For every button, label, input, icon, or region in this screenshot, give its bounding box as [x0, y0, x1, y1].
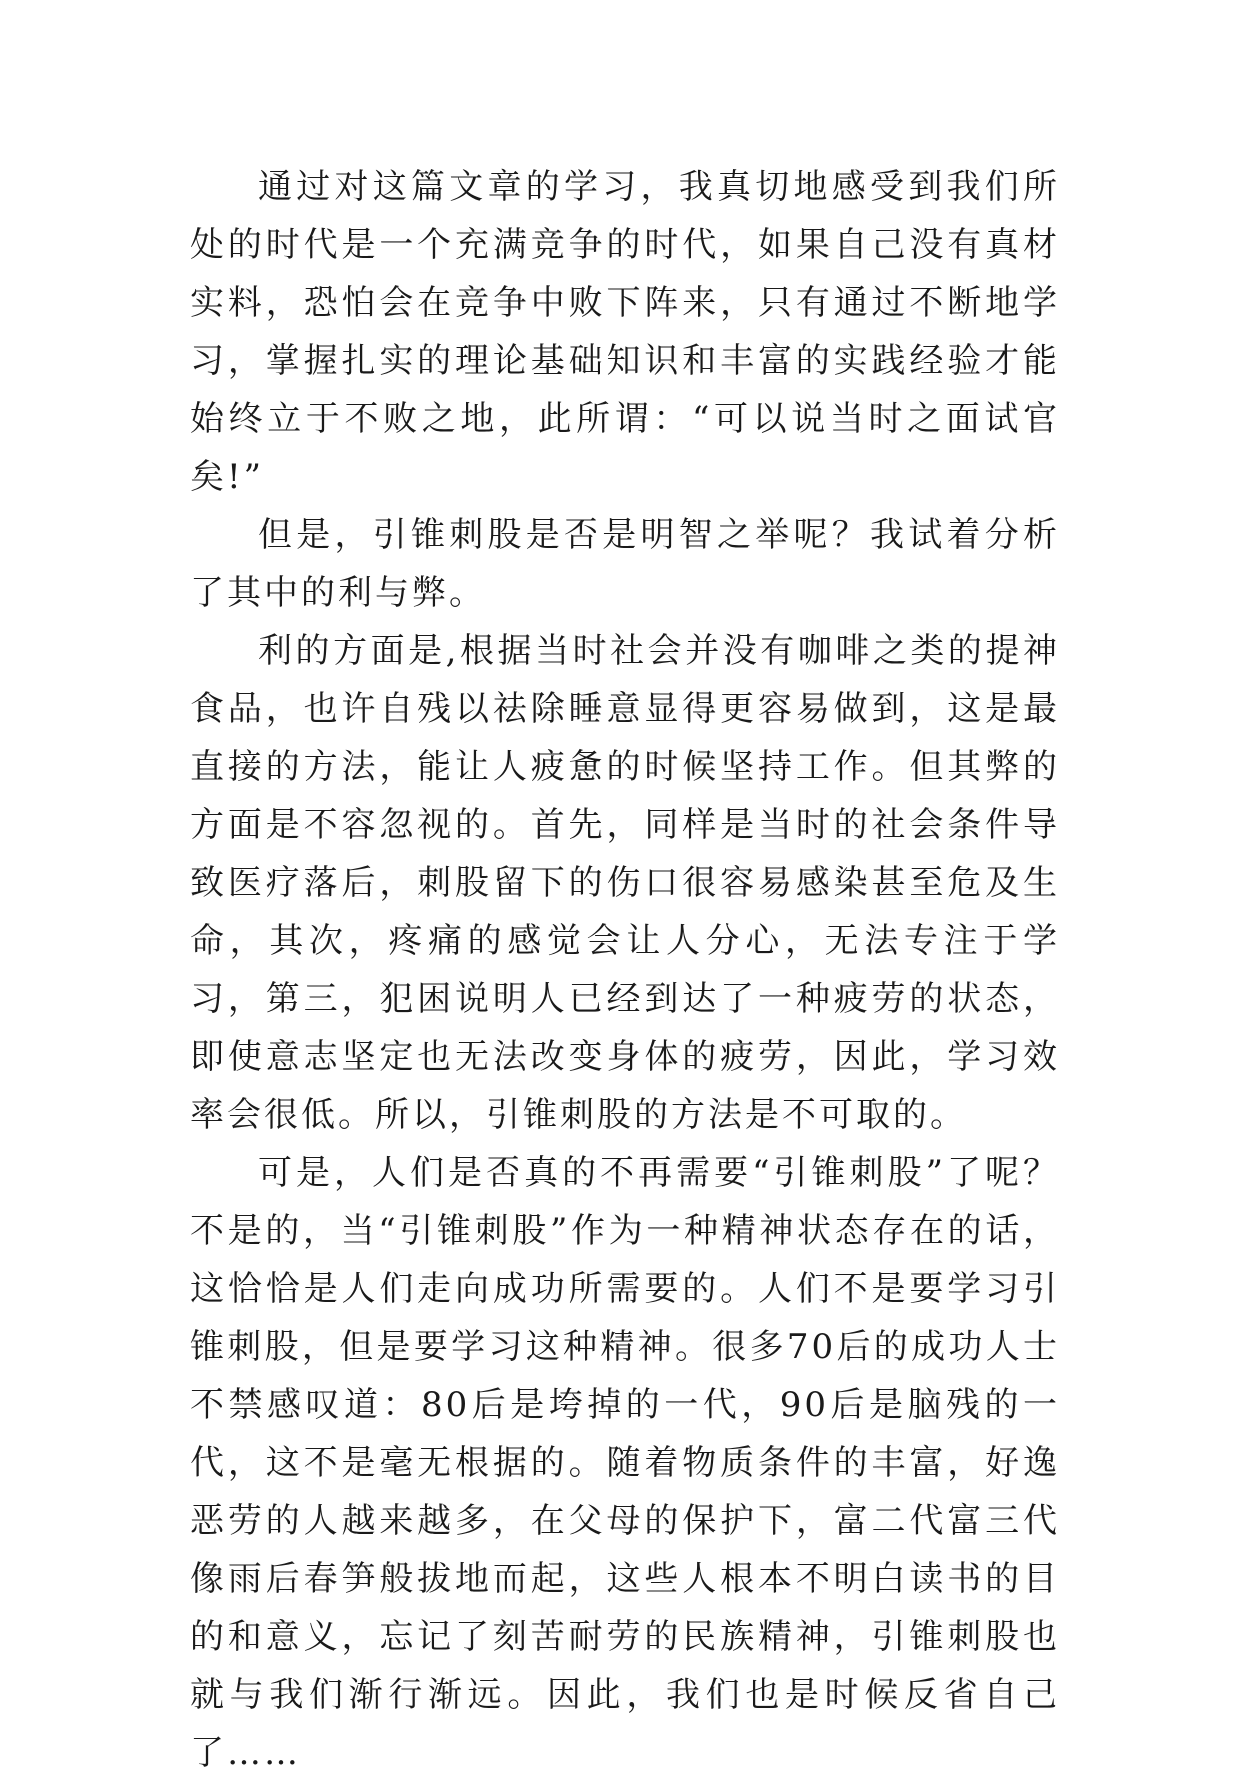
paragraph-2: 但是，引锥刺股是否是明智之举呢？我试着分析了其中的利与弊。	[190, 515, 1060, 613]
document-body	[190, 158, 1060, 1782]
paragraph-1: 通过对这篇文章的学习，我真切地感受到我们所处的时代是一个充满竞争的时代，如果自己没有真材实料，恐怕会在竞争中败下阵来，只有通过不断地学习，掌握扎实的理论基础知识和丰富的实践经验才能始终立于不败之地，此所谓：“可以说当时之面试官矣!”	[190, 167, 1060, 497]
paragraph-4: 可是，人们是否真的不再需要“引锥刺股”了呢？不是的，当“引锥刺股”作为一种精神状态存在的话，这恰恰是人们走向成功所需要的。人们不是要学习引锥刺股，但是要学习这种精神。很多70后的成功人士不禁感叹道：80后是垮掉的一代，90后是脑残的一代，这不是毫无根据的。随着物质条件的丰富，好逸恶劳的人越来越多，在父母的保护下，富二代富三代像雨后春笋般拔地而起，这些人根本不明白读书的目的和意义，忘记了刻苦耐劳的民族精神，引锥刺股也就与我们渐行渐远。因此，我们也是时候反省自己了……	[190, 1153, 1060, 1773]
paragraph-3: 利的方面是,根据当时社会并没有咖啡之类的提神食品，也许自残以祛除睡意显得更容易做到，这是最直接的方法，能让人疲惫的时候坚持工作。但其弊的方面是不容忽视的。首先，同样是当时的社会条件导致医疗落后，刺股留下的伤口很容易感染甚至危及生命，其次，疼痛的感觉会让人分心，无法专注于学习，第三，犯困说明人已经到达了一种疲劳的状态，即使意志坚定也无法改变身体的疲劳，因此，学习效率会很低。所以，引锥刺股的方法是不可取的。	[190, 631, 1060, 1135]
